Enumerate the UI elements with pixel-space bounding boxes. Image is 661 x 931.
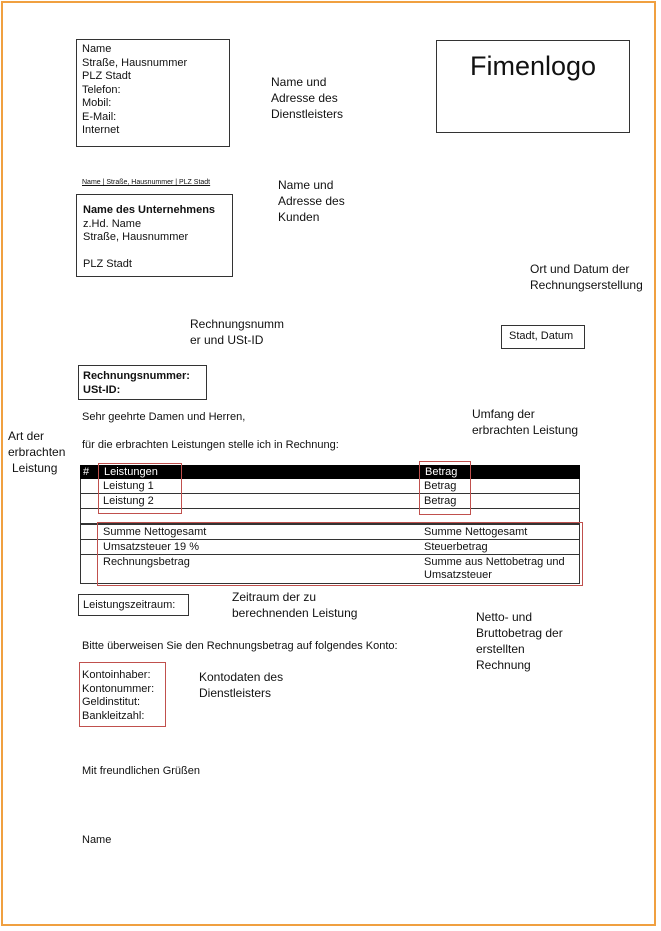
- transfer-instruction: Bitte überweisen Sie den Rechnungsbetrag auf folgendes Konto:: [82, 640, 398, 652]
- annotation-line: Netto- und: [476, 610, 533, 624]
- annotation-service-type: [8, 428, 65, 476]
- totals-value: Summe aus Nettobetrag und: [424, 556, 565, 568]
- annotation-line: berechnenden Leistung: [232, 606, 358, 620]
- annotation-line: Rechnungserstellung: [530, 278, 643, 292]
- period-label: Leistungszeitraum:: [83, 599, 176, 611]
- sender-city: PLZ Stadt: [82, 70, 131, 82]
- col-number-header: #: [83, 466, 90, 478]
- bank-name-label: Geldinstitut:: [82, 696, 141, 708]
- annotation-line: Bruttobetrag der: [476, 626, 563, 640]
- annotation-scope: [472, 406, 578, 438]
- date-box: [501, 325, 585, 349]
- recipient-attn: z.Hd. Name: [83, 217, 142, 230]
- annotation-line: Adresse des: [271, 91, 338, 105]
- return-address-line: Name | Straße, Hausnummer | PLZ Stadt: [82, 179, 211, 186]
- annotation-line: Kunden: [278, 210, 320, 224]
- annotation-line: Ort und Datum der: [530, 262, 630, 276]
- col-amount-header: Betrag: [425, 466, 458, 478]
- totals-label: Rechnungsbetrag: [103, 556, 190, 568]
- annotation-customer-address: [278, 177, 345, 225]
- account-number-label: Kontonummer:: [82, 682, 155, 695]
- service-cell: Leistung 1: [103, 480, 154, 492]
- bank-code-label: Bankleitzahl:: [82, 709, 145, 722]
- annotation-line: erbrachten Leistung: [472, 423, 579, 437]
- service-cell: Leistung 2: [103, 495, 154, 507]
- annotation-line: Name und: [271, 75, 327, 89]
- highlight-service-column: [98, 463, 182, 514]
- annotation-provider-address: [271, 74, 343, 122]
- sender-phone: Telefon:: [82, 83, 121, 96]
- invoice-number-label: Rechnungsnummer:: [83, 370, 190, 382]
- annotation-line: Dienstleisters: [271, 107, 344, 121]
- annotation-net-gross: [476, 609, 563, 673]
- bank-details-box: [79, 662, 166, 727]
- annotation-invoice-number: [190, 316, 284, 348]
- annotation-period: [232, 589, 357, 621]
- recipient-address: [83, 204, 215, 272]
- amount-cell: Betrag: [424, 495, 457, 507]
- account-holder-label: Kontoinhaber:: [82, 669, 151, 681]
- annotation-line: Rechnung: [476, 658, 531, 672]
- annotation-bank-data: [199, 669, 283, 701]
- annotation-line: Dienstleisters: [199, 686, 272, 700]
- sender-mobile: Mobil:: [82, 97, 112, 109]
- salutation: Sehr geehrte Damen und Herren,: [82, 411, 246, 423]
- totals-value-cont: Umsatzsteuer: [424, 569, 492, 581]
- totals-label: Umsatzsteuer 19 %: [103, 541, 199, 553]
- annotation-line: Umfang der: [472, 407, 535, 421]
- invoice-number-box: [78, 365, 207, 400]
- annotation-line: Name und: [278, 178, 334, 192]
- sender-name: Name: [82, 43, 112, 55]
- annotation-line: er und USt-ID: [190, 333, 264, 347]
- col-service-header: Leistungen: [104, 466, 158, 478]
- totals-value: Steuerbetrag: [424, 541, 488, 553]
- closing-greeting: Mit freundlichen Grüßen: [82, 765, 200, 777]
- highlight-totals: [97, 522, 583, 586]
- amount-cell: Betrag: [424, 480, 457, 492]
- period-box: [78, 594, 189, 616]
- annotation-line: Rechnungsnumm: [190, 317, 285, 331]
- highlight-amount-column: [419, 461, 471, 515]
- recipient-street: Straße, Hausnummer: [83, 231, 189, 243]
- intro-text: für die erbrachten Leistungen stelle ich in Rechnung:: [82, 439, 339, 451]
- place-date: Stadt, Datum: [509, 330, 574, 342]
- sender-street: Straße, Hausnummer: [82, 56, 188, 69]
- annotation-line: Kontodaten des: [199, 670, 284, 684]
- annotation-line: Zeitraum der zu: [232, 590, 317, 604]
- signature-name: Name: [82, 834, 112, 846]
- logo-placeholder: Fimenlogo: [469, 51, 597, 81]
- sender-address: [82, 43, 187, 138]
- totals-value: Summe Nettogesamt: [424, 526, 528, 538]
- annotation-line: Leistung: [12, 461, 58, 475]
- recipient-company: Name des Unternehmens: [83, 204, 216, 216]
- sender-internet: Internet: [82, 124, 120, 136]
- logo-box: [436, 40, 630, 133]
- annotation-line: Art der: [8, 429, 45, 443]
- annotation-line: Adresse des: [278, 194, 345, 208]
- sender-email: E-Mail:: [82, 110, 117, 123]
- annotation-place-date: [530, 261, 643, 293]
- recipient-city: PLZ Stadt: [83, 258, 132, 270]
- vat-id-label: USt-ID:: [83, 384, 121, 396]
- annotation-line: erstellten: [476, 642, 525, 656]
- totals-label: Summe Nettogesamt: [103, 526, 207, 538]
- annotation-line: erbrachten: [8, 445, 66, 459]
